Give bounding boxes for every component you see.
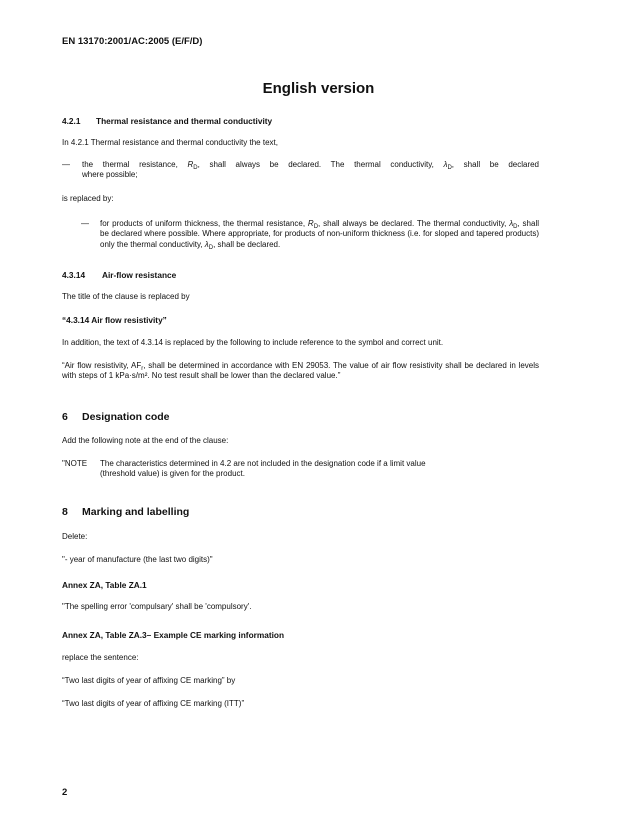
section-heading-text: Air-flow resistance <box>102 270 177 280</box>
page-title: English version <box>262 80 375 97</box>
symbol-r: R <box>307 219 314 228</box>
new-clause-title: “4.3.14 Air flow resistivity” <box>62 315 167 325</box>
text-run: the thermal resistance, <box>82 160 188 169</box>
old-text-line: where possible; <box>82 170 138 180</box>
paragraph: “Two last digits of year of affixing CE marking (ITT)” <box>62 699 245 708</box>
old-text-body <box>82 160 539 181</box>
symbol-r: R <box>187 160 194 169</box>
text-run: , shall be declared where possible. Where appropriate, for products of non-uniform thickness (i.e. for sloped and tapered products) only the thermal conductivity, <box>100 219 540 249</box>
text-run: , shall always be declared. The thermal conductivity, <box>197 160 444 169</box>
new-text-item <box>81 219 539 253</box>
subscript: D <box>513 224 518 230</box>
section-number: 6 <box>62 411 68 423</box>
document-header: EN 13170:2001/AC:2005 (E/F/D) <box>62 36 203 47</box>
dash-marker: — <box>81 219 89 228</box>
dash-marker: — <box>62 160 70 169</box>
section-heading-text: Thermal resistance and thermal conductivity <box>96 116 273 126</box>
text-run: , shall always be declared. The thermal conductivity, <box>318 219 510 228</box>
text-run: for products of uniform thickness, the thermal resistance, <box>100 219 308 228</box>
symbol-lambda: λ <box>509 219 514 228</box>
subscript: D <box>193 165 198 171</box>
section-heading-text: Designation code <box>82 411 170 423</box>
section-number: 8 <box>62 506 68 518</box>
paragraph: replace the sentence: <box>62 653 139 662</box>
new-text-body <box>100 219 539 250</box>
paragraph: The title of the clause is replaced by <box>62 292 190 301</box>
text-run: “Air flow resistivity, AF <box>62 361 142 370</box>
paragraph: "- year of manufacture (the last two digits)" <box>62 555 213 564</box>
annex-za1-heading: Annex ZA, Table ZA.1 <box>62 580 147 590</box>
text-run: , shall be determined in accordance with EN 29053. The value of air flow resistivity shall be declared in levels with steps of 1 kPa·s/m². No test result shall be lower than the declared value.” <box>62 361 540 381</box>
old-text-line <box>82 160 539 170</box>
subscript: D <box>208 244 214 251</box>
paragraph: In 4.2.1 Thermal resistance and thermal conductivity the text, <box>62 138 278 147</box>
section-4-2-1-heading <box>62 116 272 126</box>
symbol-lambda: λ <box>204 239 209 249</box>
section-4-3-14-heading <box>62 270 176 280</box>
subscript: D <box>447 165 452 171</box>
subscript: r <box>141 366 144 372</box>
section-number: 4.2.1 <box>62 116 81 126</box>
note-block <box>62 459 539 481</box>
section-8-heading <box>62 506 189 518</box>
note-line: (threshold value) is given for the product. <box>100 469 245 479</box>
annex-za3-heading: Annex ZA, Table ZA.3– Example CE marking information <box>62 630 285 640</box>
text-run: , shall be declared <box>451 160 540 169</box>
subscript: D <box>313 224 319 230</box>
paragraph: In addition, the text of 4.3.14 is replaced by the following to include reference to the symbol and correct unit. <box>62 338 444 347</box>
section-number: 4.3.14 <box>62 270 86 280</box>
paragraph: Add the following note at the end of the clause: <box>62 436 229 445</box>
text-run: , shall be declared. <box>213 239 281 249</box>
paragraph: “Two last digits of year of affixing CE marking” by <box>62 676 236 685</box>
note-body <box>100 459 520 480</box>
note-label: "NOTE <box>62 459 88 468</box>
page-number: 2 <box>62 787 68 798</box>
old-text-item <box>62 160 539 182</box>
section-heading-text: Marking and labelling <box>82 506 190 518</box>
paragraph: is replaced by: <box>62 194 114 203</box>
paragraph: "The spelling error 'compulsary' shall be 'compulsory'. <box>62 602 252 611</box>
quoted-clause-text <box>62 361 539 382</box>
symbol-lambda: λ <box>443 160 448 169</box>
paragraph: Delete: <box>62 532 88 541</box>
section-6-heading <box>62 411 170 423</box>
note-line: The characteristics determined in 4.2 are not included in the designation code if a limit value <box>100 459 426 468</box>
